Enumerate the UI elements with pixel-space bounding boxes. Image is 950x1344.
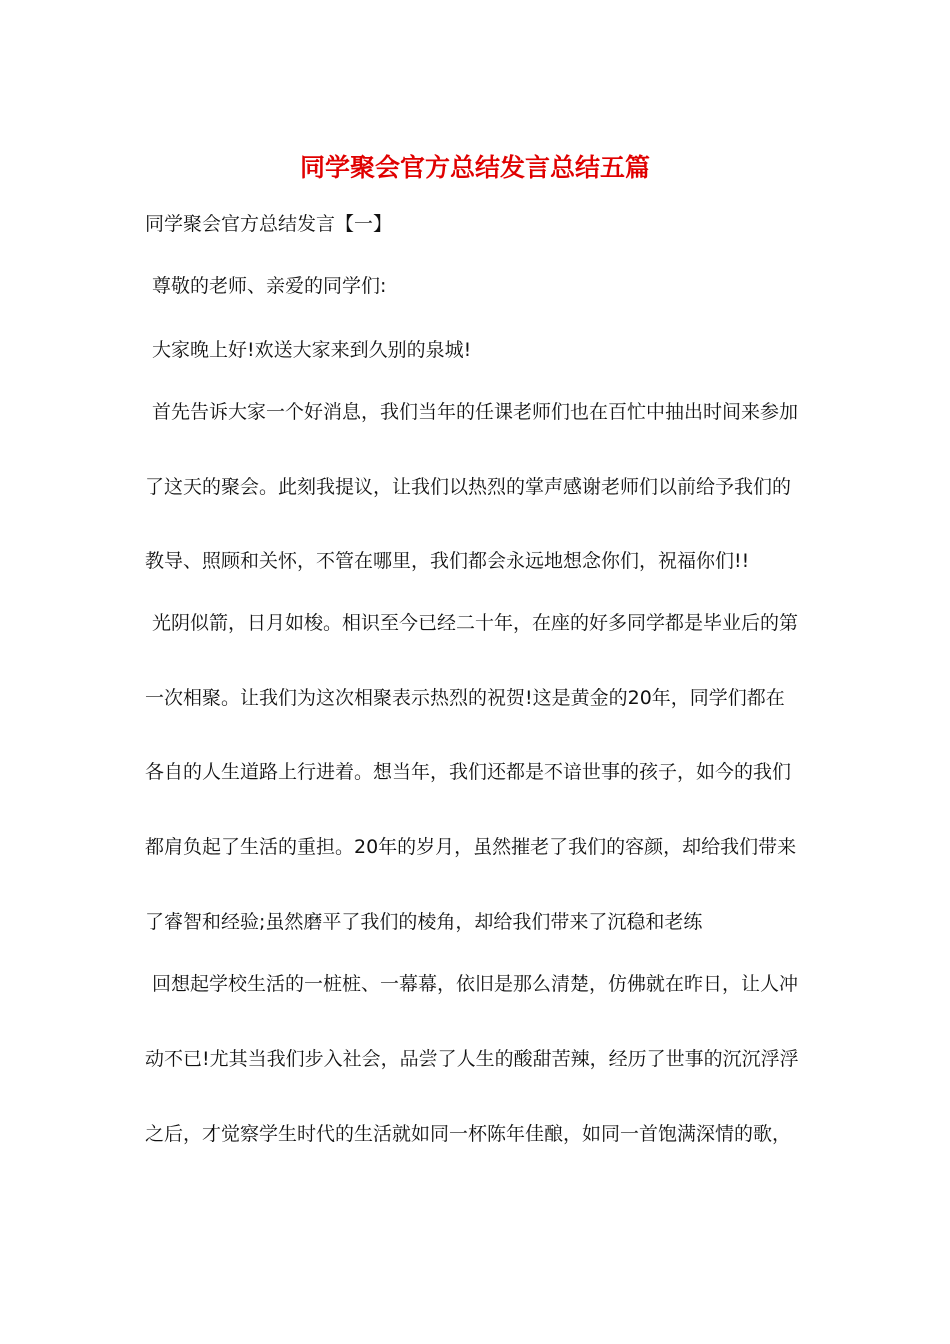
paragraph-line: 光阴似箭，日月如梭。相识至今已经二十年，在座的好多同学都是毕业后的第: [152, 612, 799, 634]
paragraph-line: 教导、照顾和关怀，不管在哪里，我们都会永远地想念你们，祝福你们!!: [145, 550, 750, 572]
document-title: 同学聚会官方总结发言总结五篇: [299, 153, 650, 182]
paragraph-line: 尊敬的老师、亲爱的同学们:: [152, 275, 387, 297]
paragraph-line: 首先告诉大家一个好消息，我们当年的任课老师们也在百忙中抽出时间来参加: [152, 401, 799, 423]
paragraph-line: 动不已!尤其当我们步入社会，品尝了人生的酸甜苦辣，经历了世事的沉沉浮浮: [145, 1048, 799, 1070]
paragraph-line: 一次相聚。让我们为这次相聚表示热烈的祝贺!这是黄金的20年，同学们都在: [145, 687, 785, 709]
paragraph-line: 各自的人生道路上行进着。想当年，我们还都是不谙世事的孩子，如今的我们: [145, 761, 792, 783]
paragraph-line: 回想起学校生活的一桩桩、一幕幕，依旧是那么清楚，仿佛就在昨日，让人冲: [152, 973, 799, 995]
paragraph-line: 了睿智和经验;虽然磨平了我们的棱角，却给我们带来了沉稳和老练: [145, 911, 703, 933]
section-heading: 同学聚会官方总结发言【一】: [145, 213, 393, 235]
paragraph-line: 了这天的聚会。此刻我提议，让我们以热烈的掌声感谢老师们以前给予我们的: [145, 476, 792, 498]
paragraph-line: 之后，才觉察学生时代的生活就如同一杯陈年佳酿，如同一首饱满深情的歌，: [145, 1123, 792, 1145]
paragraph-line: 都肩负起了生活的重担。20年的岁月，虽然摧老了我们的容颜，却给我们带来: [145, 836, 797, 858]
paragraph-line: 大家晚上好!欢送大家来到久别的泉城!: [152, 339, 472, 361]
